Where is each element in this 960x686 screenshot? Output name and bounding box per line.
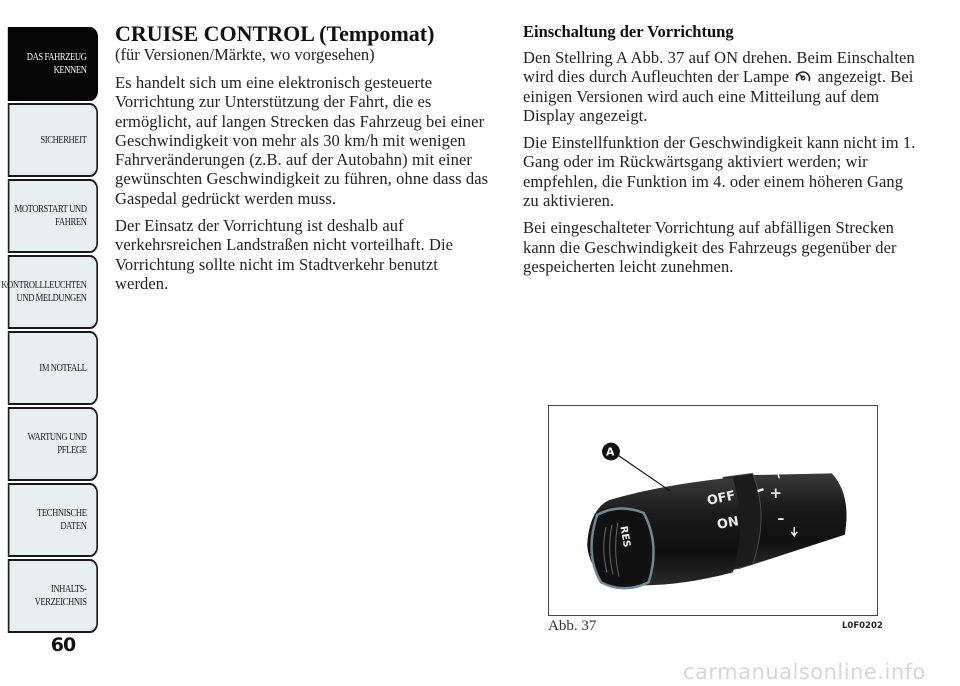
tab-label: INHALTS- — [50, 584, 87, 595]
tab-label: SICHERHEIT — [40, 134, 87, 146]
tab-label: IM NOTFALL — [39, 362, 87, 374]
tab-kontrollleuchten-und-meldungen[interactable] — [1, 255, 98, 329]
svg-text:A: A — [606, 445, 615, 459]
tab-label: WARTUNG UND — [27, 432, 87, 443]
tab-sicherheit[interactable] — [8, 103, 98, 177]
paragraph: Bei eingeschalteter Vorrichtung auf abfälligen Strecken kann die Geschwindigkeit des Fahrzeugs gegenüber der gespeicherten leicht zunehmen. — [523, 218, 897, 276]
paragraph-text: Den Stellring A Abb. 37 auf ON drehen. Beim Einschalten wird dies durch Aufleuchten der Lampe — [523, 48, 915, 87]
svg-text:RES: RES — [617, 525, 633, 549]
tab-label: KENNEN — [53, 65, 87, 76]
tab-das-fahrzeug-kennen[interactable] — [8, 27, 98, 101]
left-column — [115, 22, 490, 301]
tab-wartung-und-pflege[interactable] — [8, 407, 98, 481]
cruise-control-lever-illustration — [549, 406, 877, 615]
tab-label: DAS FAHRZEUG — [26, 52, 87, 63]
figure-cruise-control-lever — [548, 405, 878, 616]
tab-label: FAHREN — [55, 217, 87, 228]
subsection-heading: Einschaltung der Vorrichtung — [523, 22, 734, 41]
watermark: carmanualsonline.info — [683, 660, 926, 684]
svg-text:+: + — [769, 484, 782, 503]
tab-label: MOTORSTART UND — [14, 204, 87, 215]
figure-caption: Abb. 37 — [548, 618, 597, 634]
page-number: 60 — [50, 634, 76, 656]
tab-inhaltsverzeichnis[interactable] — [8, 559, 98, 633]
paragraph: Es handelt sich um eine elektronisch gesteuerte Vorrichtung zur Unterstützung der Fahrt, die es ermöglicht, auf langen Strecken das Fahrzeug bei einer Geschwindigkeit von mehr als 30 km/h mit wenigen Fahrveränderungen (z.B. auf der Autobahn) mit einer gewünschten Geschwindigkeit zu führen, ohne dass das Gaspedal gedrückt werden muss. — [115, 73, 489, 208]
section-subtitle: (für Versionen/Märkte, wo vorgesehen) — [115, 45, 375, 64]
tab-label: KONTROLLLEUCHTEN — [1, 280, 87, 291]
figure-code: L0F0202 — [842, 621, 883, 631]
section-title: CRUISE CONTROL (Tempomat) — [115, 21, 435, 46]
svg-text:–: – — [777, 510, 785, 527]
svg-text:ON: ON — [716, 514, 741, 533]
right-column — [523, 22, 918, 284]
paragraph — [523, 48, 918, 125]
paragraph-text: angezeigt. Bei einigen Versionen wird auch eine Mitteilung auf dem Display angezeigt. — [523, 67, 914, 125]
tab-label: UND MELDUNGEN — [16, 293, 87, 304]
tab-motorstart-und-fahren[interactable] — [8, 179, 98, 253]
paragraph: Die Einstellfunktion der Geschwindigkeit kann nicht im 1. Gang oder im Rückwärtsgang aktiviert werden; wir empfehlen, die Funktion im 4. oder einem höheren Gang zu aktivieren. — [523, 133, 916, 211]
tab-label: TECHNISCHE — [37, 508, 87, 519]
cruise-control-lamp-icon — [795, 69, 811, 83]
tab-label: DATEN — [60, 521, 87, 532]
tab-im-notfall[interactable] — [8, 331, 98, 405]
svg-text:OFF: OFF — [705, 488, 737, 509]
tab-label: PFLEGE — [57, 445, 87, 456]
tab-technische-daten[interactable] — [8, 483, 98, 557]
tab-label: VERZEICHNIS — [34, 597, 87, 608]
paragraph: Der Einsatz der Vorrichtung ist deshalb auf verkehrsreichen Landstraßen nicht vorteilhaft. Die Vorrichtung sollte nicht im Stadtverkehr benutzt werden. — [115, 216, 454, 293]
